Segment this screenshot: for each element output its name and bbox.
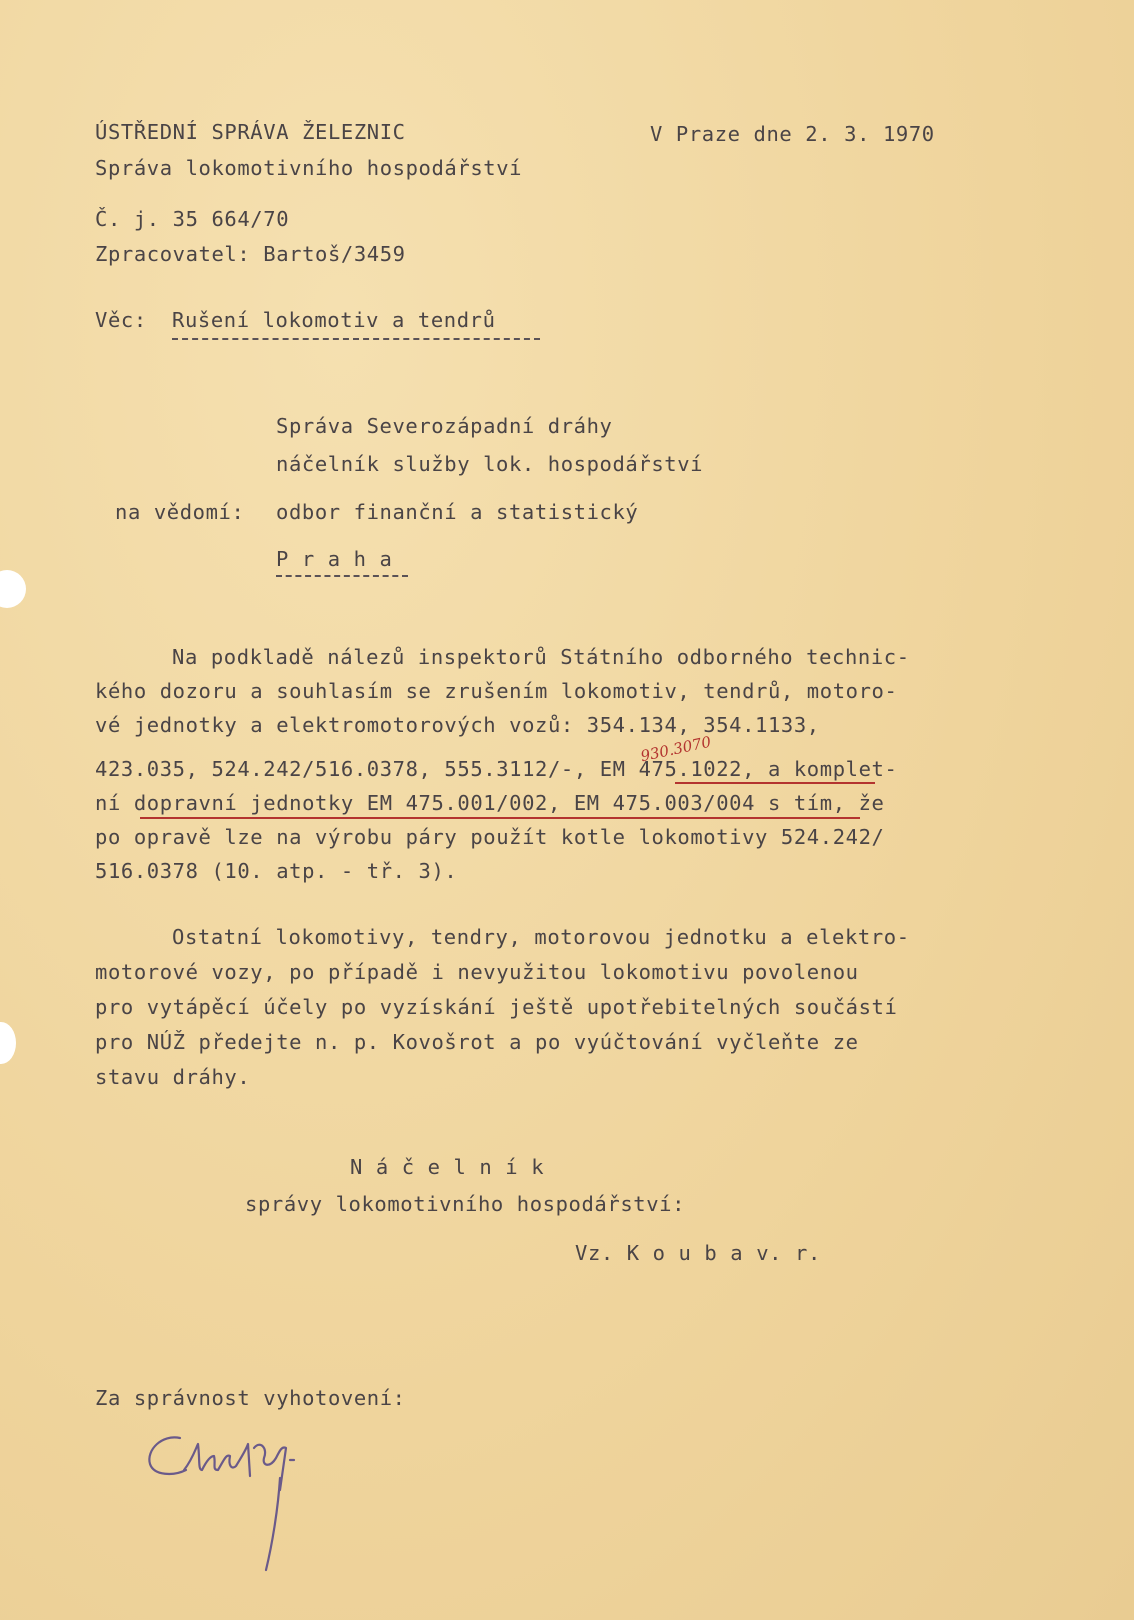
body-p2-line4: pro NÚŽ předejte n. p. Kovošrot a po vyúčtování vyčleňte ze <box>95 1030 859 1054</box>
org-name: ÚSTŘEDNÍ SPRÁVA ŽELEZNIC <box>95 120 406 144</box>
body-p2-line1: Ostatní lokomotivy, tendry, motorovou jednotku a elektro- <box>172 925 910 949</box>
handwritten-signature <box>140 1420 340 1580</box>
reference-number: Č. j. 35 664/70 <box>95 207 290 231</box>
signature-title: N á č e l n í k <box>350 1155 545 1179</box>
signature-department: správy lokomotivního hospodářství: <box>245 1192 686 1216</box>
handwritten-note: 930.3070 <box>638 732 713 766</box>
punch-hole-top <box>0 570 26 608</box>
certification-label: Za správnost vyhotovení: <box>95 1386 406 1410</box>
subject-underline <box>172 338 540 340</box>
cc-text: odbor finanční a statistický <box>276 500 639 524</box>
body-p1-line5: ní dopravní jednotky EM 475.001/002, EM 475.003/004 s tím, že <box>95 791 885 815</box>
body-p2-line5: stavu dráhy. <box>95 1065 251 1089</box>
red-underline-em1022 <box>675 782 875 784</box>
body-p1-line1: Na podkladě nálezů inspektorů Státního odborného technic- <box>172 645 910 669</box>
signature-signed: Vz. K o u b a v. r. <box>575 1241 821 1265</box>
addressee-city: P r a h a <box>276 547 393 571</box>
addressee-line2: náčelník služby lok. hospodářství <box>276 452 704 476</box>
punch-hole-bottom <box>0 1022 16 1064</box>
cc-label: na vědomí: <box>115 500 245 524</box>
body-p1-line7: 516.0378 (10. atp. - tř. 3). <box>95 859 458 883</box>
city-underline <box>276 575 408 577</box>
addressee-line1: Správa Severozápadní dráhy <box>276 414 613 438</box>
body-p1-line6: po opravě lze na výrobu páry použít kotle lokomotivy 524.242/ <box>95 825 885 849</box>
date: V Praze dne 2. 3. 1970 <box>650 122 935 146</box>
org-department: Správa lokomotivního hospodářství <box>95 156 523 180</box>
body-p1-line2: kého dozoru a souhlasím se zrušením lokomotiv, tendrů, motoro- <box>95 679 898 703</box>
subject-label: Věc: <box>95 308 147 332</box>
body-p1-line3: vé jednotky a elektromotorových vozů: 354.134, 354.1133, <box>95 713 820 737</box>
body-p2-line3: pro vytápěcí účely po vyzískání ještě upotřebitelných součástí <box>95 995 898 1019</box>
processor: Zpracovatel: Bartoš/3459 <box>95 242 406 266</box>
red-underline-units <box>140 817 860 819</box>
subject-text: Rušení lokomotiv a tendrů <box>172 308 496 332</box>
body-p1-line4: 423.035, 524.242/516.0378, 555.3112/-, EM 475.1022, a komplet- <box>95 757 898 781</box>
body-p2-line2: motorové vozy, po případě i nevyužitou lokomotivu povolenou <box>95 960 859 984</box>
